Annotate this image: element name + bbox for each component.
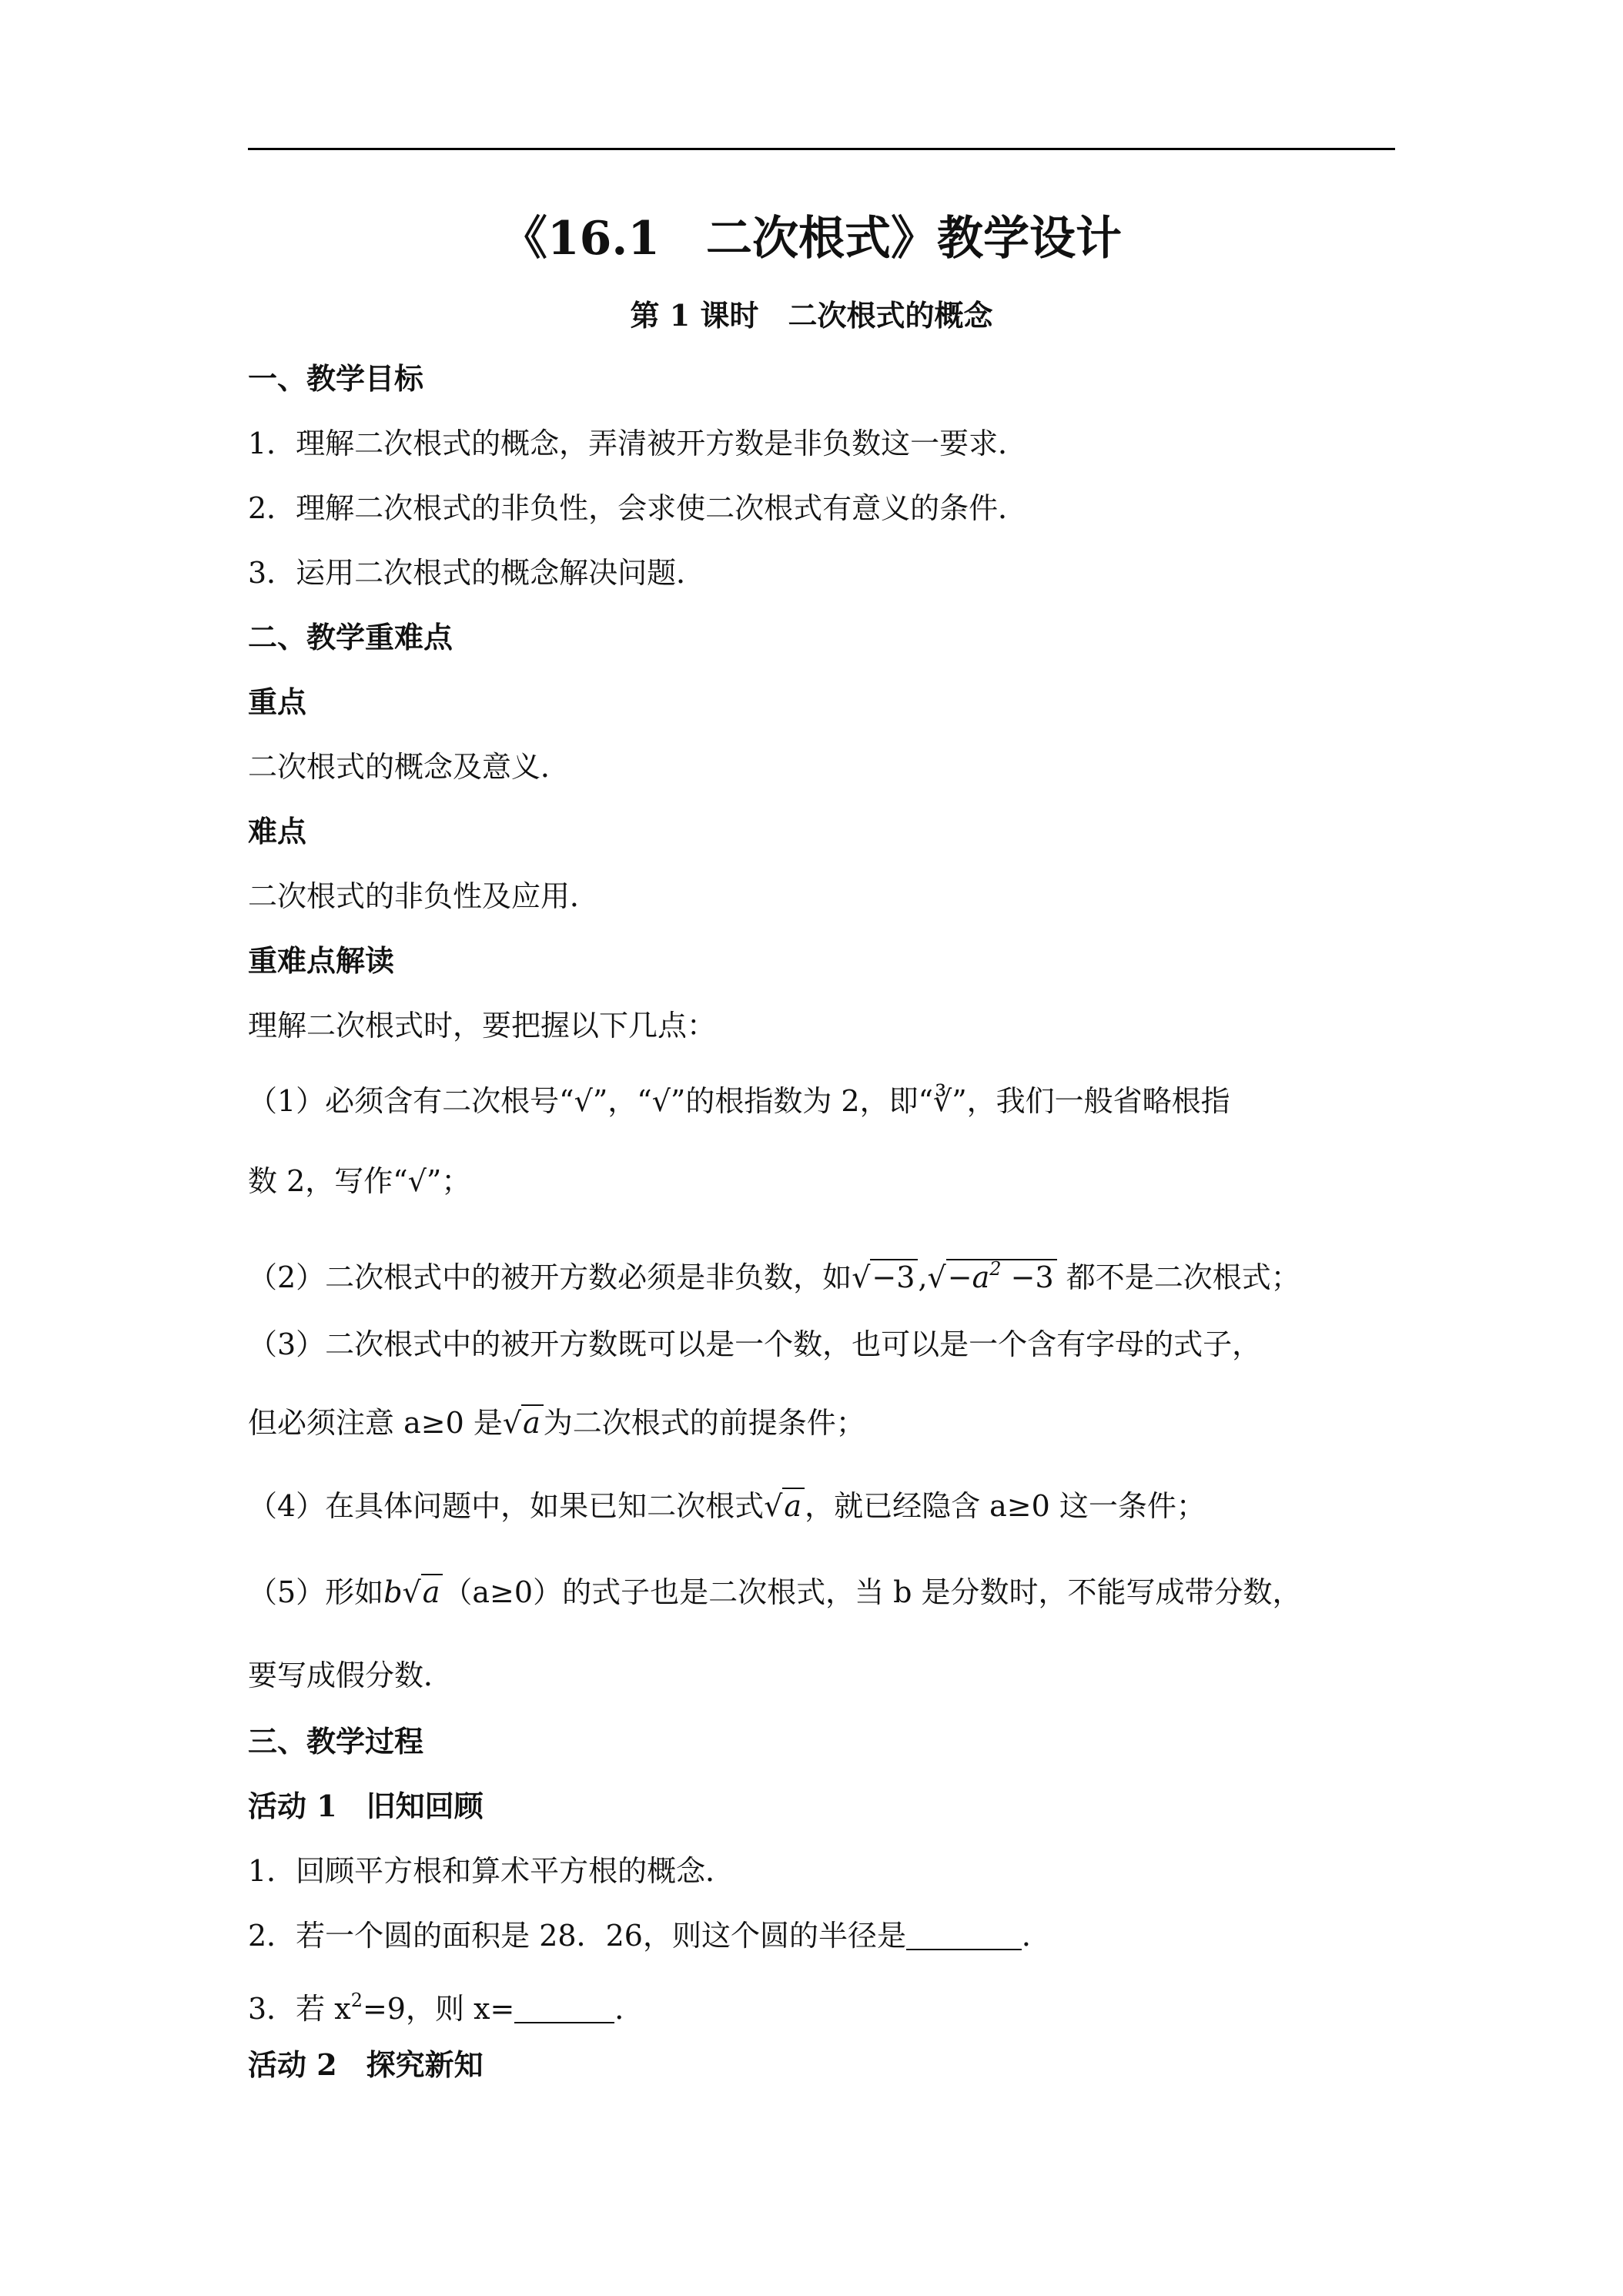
text-run: , (918, 1260, 928, 1294)
text-run: （1）必须含有二次根号“ (248, 1084, 574, 1118)
objective-item: 1．理解二次根式的概念，弄清被开方数是非负数这一要求． (248, 427, 1028, 460)
analysis-point-1 (248, 1078, 1403, 1124)
coefficient: b (383, 1575, 403, 1609)
exponent: 2 (350, 1990, 363, 2011)
text-run: （4）在具体问题中，如果已知二次根式 (248, 1489, 765, 1523)
section-heading-key-difficult: 二、教学重难点 (248, 620, 453, 654)
activity-1-heading: 活动 1 旧知回顾 (248, 1789, 484, 1823)
sqrt-expression: √a (503, 1400, 544, 1446)
sqrt-expression: √a (764, 1483, 805, 1529)
text-run: ． (1021, 1919, 1051, 1953)
answer-blank[interactable] (514, 1988, 614, 2023)
text-run: 但必须注意 a≥0 是 (248, 1406, 503, 1440)
radical-symbol: √ (574, 1084, 593, 1118)
analysis-point-2 (248, 1246, 1403, 1300)
text-run: ”的根指数为 2，即“ (670, 1084, 934, 1118)
radical-symbol: ∛ (933, 1084, 952, 1118)
radicand: a (782, 1488, 805, 1523)
text-run: 3．若 x (248, 1992, 351, 2026)
text-run: ”，我们一般省略根指 (952, 1084, 1230, 1118)
section-heading-objectives: 一、教学目标 (248, 361, 424, 396)
text-run: ”，“ (592, 1084, 652, 1118)
text-run: 数 2，写作“ (248, 1164, 408, 1198)
key-points-text: 二次根式的概念及意义． (248, 750, 571, 784)
answer-blank[interactable] (906, 1915, 1022, 1950)
activity-2-heading: 活动 2 探究新知 (248, 2047, 484, 2082)
sqrt-expression: √a (403, 1569, 443, 1615)
sqrt-expression: √−3 (852, 1254, 918, 1300)
text-run: （5）形如 (248, 1575, 384, 1609)
exponent: 2 (989, 1258, 1002, 1280)
text-run: （a≥0）的式子也是二次根式，当 b 是分数时，不能写成带分数， (443, 1575, 1302, 1609)
analysis-heading: 重难点解读 (248, 943, 395, 978)
text-run: （2）二次根式中的被开方数必须是非负数，如 (248, 1260, 852, 1294)
text-run: 2．若一个圆的面积是 28．26，则这个圆的半径是 (248, 1919, 906, 1953)
radical-symbol: √ (407, 1164, 427, 1198)
activity-1-item-3 (248, 1977, 1403, 2032)
analysis-point-3: （3）二次根式中的被开方数既可以是一个数，也可以是一个含有字母的式子， (248, 1327, 1262, 1361)
analysis-point-1-cont (248, 1158, 1403, 1204)
analysis-point-4 (248, 1483, 1403, 1529)
radical-symbol: √ (651, 1084, 671, 1118)
radicand: a (421, 1574, 443, 1609)
radicand: −a (947, 1260, 990, 1294)
key-points-heading: 重点 (248, 684, 307, 719)
objective-item: 3．运用二次根式的概念解决问题． (248, 556, 706, 590)
text-run: ，就已经隐含 a≥0 这一条件； (805, 1489, 1206, 1523)
radicand: −3 (872, 1260, 915, 1294)
radicand: −3 (1001, 1260, 1054, 1294)
analysis-point-3-cont (248, 1400, 1403, 1446)
difficult-points-heading: 难点 (248, 814, 307, 848)
text-run: 为二次根式的前提条件； (543, 1406, 865, 1440)
header-rule (248, 148, 1395, 150)
difficult-points-text: 二次根式的非负性及应用． (248, 879, 600, 913)
text-run: =9，则 x= (362, 1992, 515, 2026)
text-run: ”； (426, 1164, 471, 1198)
text-run: 都不是二次根式； (1066, 1260, 1300, 1294)
analysis-intro: 理解二次根式时，要把握以下几点： (248, 1009, 717, 1043)
activity-1-item-2 (248, 1913, 1403, 1959)
text-run: ． (614, 1992, 644, 2026)
analysis-point-5-cont: 要写成假分数． (248, 1658, 453, 1692)
sqrt-expression: $√-a^2 -3$ (928, 1246, 1057, 1300)
radicand: a (521, 1404, 544, 1440)
activity-1-item-1: 1．回顾平方根和算术平方根的概念． (248, 1854, 735, 1888)
document-subtitle: 第 1 课时 二次根式的概念 (630, 298, 993, 333)
document-title: 《16.1 二次根式》教学设计 (500, 212, 1123, 266)
analysis-point-5 (248, 1569, 1403, 1615)
section-heading-process: 三、教学过程 (248, 1724, 424, 1759)
objective-item: 2．理解二次根式的非负性，会求使二次根式有意义的条件． (248, 491, 1028, 525)
